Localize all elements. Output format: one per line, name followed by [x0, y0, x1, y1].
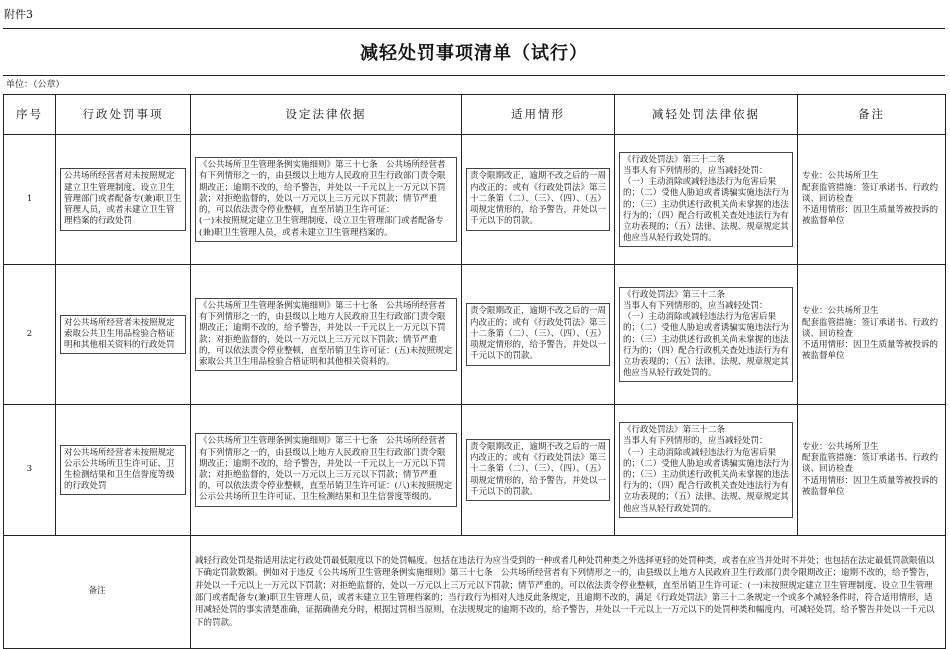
penalty-item: [56, 405, 191, 536]
reduction-legal-basis: [615, 135, 798, 265]
legal-basis: [191, 135, 462, 265]
row-remark: 专业：公共场所卫生 配套监管措施：签订承诺书、行政约谈、回访检查 不适用情形：因卫生质量等被投诉的被监督单位: [798, 265, 946, 405]
note-text: 减轻行政处罚是指适用法定行政处罚最低限度以下的处罚幅度。包括在违法行为应当受到的一种或者几种处罚种类之外选择更轻的处罚种类，或者在应当并处时不并处；也包括在法定最低罚款限值以下确定罚款数额。例如对于违反《公共场所卫生管理条例实施细则》第三十七条 公共场所经营者有下列情形之一的，由县级以上地方人民政府卫生行政部门责令限期改正；逾期不改的，给予警告，并处以一千元以上一万元以下罚款；对拒绝监督的，处以一万元以上三万元以下罚款；情节严重的，可以依法责令停业整顿，直至吊销卫生许可证：(一)未按照规定建立卫生管理制度、设立卫生管理部门或者配备专(兼)职卫生管理人员，或者未建立卫生管理档案的；当行政行为相对人违反此条规定，且逾期不改的，满足《行政处罚法》第三十二条规定一个或多个减轻条件时，符合适用情形，适用减轻处罚的事实清楚准确，证据确凿充分时，根据过罚相当原则，在法规规定的逾期不改的，给予警告，并处以一千元以上一万元以下的处罚种类和幅度内，可减轻处罚，给予警告并处以一千元以下的罚款。: [191, 536, 946, 649]
row-remark: 专业：公共场所卫生 配套监管措施：签订承诺书、行政约谈、回访检查 不适用情形：因卫生质量等被投诉的被监督单位: [798, 405, 946, 536]
reduction-legal-basis-text: 《行政处罚法》第三十二条 当事人有下列情形的，应当减轻处罚： （一）主动消除或减轻违法行为危害后果的；（二）受他人胁迫或者诱骗实施违法行为的；（三）主动供述行政机关尚未掌握的违法行为的；（四）配合行政机关查处违法行为有立功表现的；（五）法律、法规、规章规定其他应当从轻行政处罚的。: [619, 287, 793, 383]
legal-basis: [191, 405, 462, 536]
row-number: 3: [4, 405, 56, 536]
legal-basis-text: 《公共场所卫生管理条例实施细则》第三十七条 公共场所经营者有下列情形之一的，由县级以上地方人民政府卫生行政部门责令限期改正；逾期不改的，给予警告，并处以一千元以上一万元以下罚款；对拒绝监督的，处以一万元以上三万元以下罚款；情节严重的，可以依法责令停业整顿，直至吊销卫生许可证：(八)未按照规定公示公共场所卫生许可证、卫生检测结果和卫生信誉度等级的。: [195, 433, 457, 506]
legal-basis: [191, 265, 462, 405]
row-remark: 专业：公共场所卫生 配套监管措施：签订承诺书、行政约谈、回访检查 不适用情形：因卫生质量等被投诉的被监督单位: [798, 135, 946, 265]
note-label: 备注: [4, 536, 191, 649]
reduction-legal-basis-text: 《行政处罚法》第三十二条 当事人有下列情形的，应当减轻处罚： （一）主动消除或减轻违法行为危害后果的；（二）受他人胁迫或者诱骗实施违法行为的；（三）主动供述行政机关尚未掌握的违法行为的；（四）配合行政机关查处违法行为有立功表现的；（五）法律、法规、规章规定其他应当从轻行政处罚的。: [619, 152, 793, 248]
header-item: 行政处罚事项: [56, 95, 191, 135]
penalty-item: [56, 135, 191, 265]
penalty-item-text: 对公共场所经营者未按照规定公示公共场所卫生许可证、卫生检测结果和卫生信誉度等级的行政处罚: [60, 445, 186, 496]
applicable-situation: [462, 135, 615, 265]
header-no: 序号: [4, 95, 56, 135]
legal-basis-text: 《公共场所卫生管理条例实施细则》第三十七条 公共场所经营者有下列情形之一的，由县级以上地方人民政府卫生行政部门责令限期改正；逾期不改的，给予警告，并处以一千元以上一万元以下罚款；对拒绝监督的，处以一万元以上三万元以下罚款；情节严重的，可以依法责令停业整顿，直至吊销卫生许可证：(五)未按照规定索取公共卫生用品检验合格证明和其他相关资料的。: [195, 298, 457, 371]
row-number: 1: [4, 135, 56, 265]
header-remark: 备注: [798, 95, 946, 135]
applicable-situation: [462, 405, 615, 536]
penalty-item-text: 对公共场所经营者未按照规定索取公共卫生用品检验合格证明和其他相关资料的行政处罚: [60, 315, 186, 355]
reduction-legal-basis: [615, 405, 798, 536]
applicable-situation-text: 责令限期改正，逾期不改之后的一周内改正的；或有《行政处罚法》第三十二条第（二）、（三）、（四）、（五）项规定情形的，给予警告，并处以一千元以下的罚款。: [466, 303, 610, 365]
reduction-legal-basis: [615, 265, 798, 405]
penalty-item: [56, 265, 191, 405]
note-row: [4, 536, 946, 649]
title-bar: [3, 28, 945, 76]
applicable-situation-text: 责令限期改正，逾期不改之后的一周内改正的；或有《行政处罚法》第三十二条第（二）、（三）、（四）、（五）项规定情形的，给予警告，并处以一千元以下的罚款。: [466, 168, 610, 230]
header-reduce-basis: 减轻处罚法律依据: [615, 95, 798, 135]
attachment-label: 附件3: [4, 8, 33, 21]
applicable-situation: [462, 265, 615, 405]
table-row: [4, 265, 946, 405]
unit-line: 单位：（公章）: [6, 80, 65, 90]
page-title: 减轻处罚事项清单（试行）: [360, 43, 588, 64]
applicable-situation-text: 责令限期改正，逾期不改之后的一周内改正的；或有《行政处罚法》第三十二条第（二）、（三）、（四）、（五）项规定情形的，给予警告，并处以一千元以下的罚款。: [466, 439, 610, 501]
table-row: [4, 405, 946, 536]
legal-basis-text: 《公共场所卫生管理条例实施细则》第三十七条 公共场所经营者有下列情形之一的，由县级以上地方人民政府卫生行政部门责令限期改正；逾期不改的，给予警告，并处以一千元以上一万元以下罚款；对拒绝监督的，处以一万元以上三万元以下罚款；情节严重的，可以依法责令停业整顿，直至吊销卫生许可证： (一)未按照规定建立卫生管理制度、设立卫生管理部门或者配备专(兼)职卫生管理人员，或者未建立卫生管理档案的。: [195, 157, 457, 242]
penalty-item-text: 公共场所经营者对未按照规定建立卫生管理制度、设立卫生管理部门或者配备专(兼)职卫生管理人员，或者未建立卫生管理档案的行政处罚: [60, 168, 186, 230]
header-row: [4, 95, 946, 135]
reduction-table: [3, 94, 946, 649]
table-row: [4, 135, 946, 265]
header-basis: 设定法律依据: [191, 95, 462, 135]
row-number: 2: [4, 265, 56, 405]
reduction-legal-basis-text: 《行政处罚法》第三十二条 当事人有下列情形的，应当减轻处罚： （一）主动消除或减轻违法行为危害后果的；（二）受他人胁迫或者诱骗实施违法行为的；（三）主动供述行政机关尚未掌握的违法行为的；（四）配合行政机关查处违法行为有立功表现的；（五）法律、法规、规章规定其他应当从轻行政处罚的。: [619, 422, 793, 518]
header-situation: 适用情形: [462, 95, 615, 135]
